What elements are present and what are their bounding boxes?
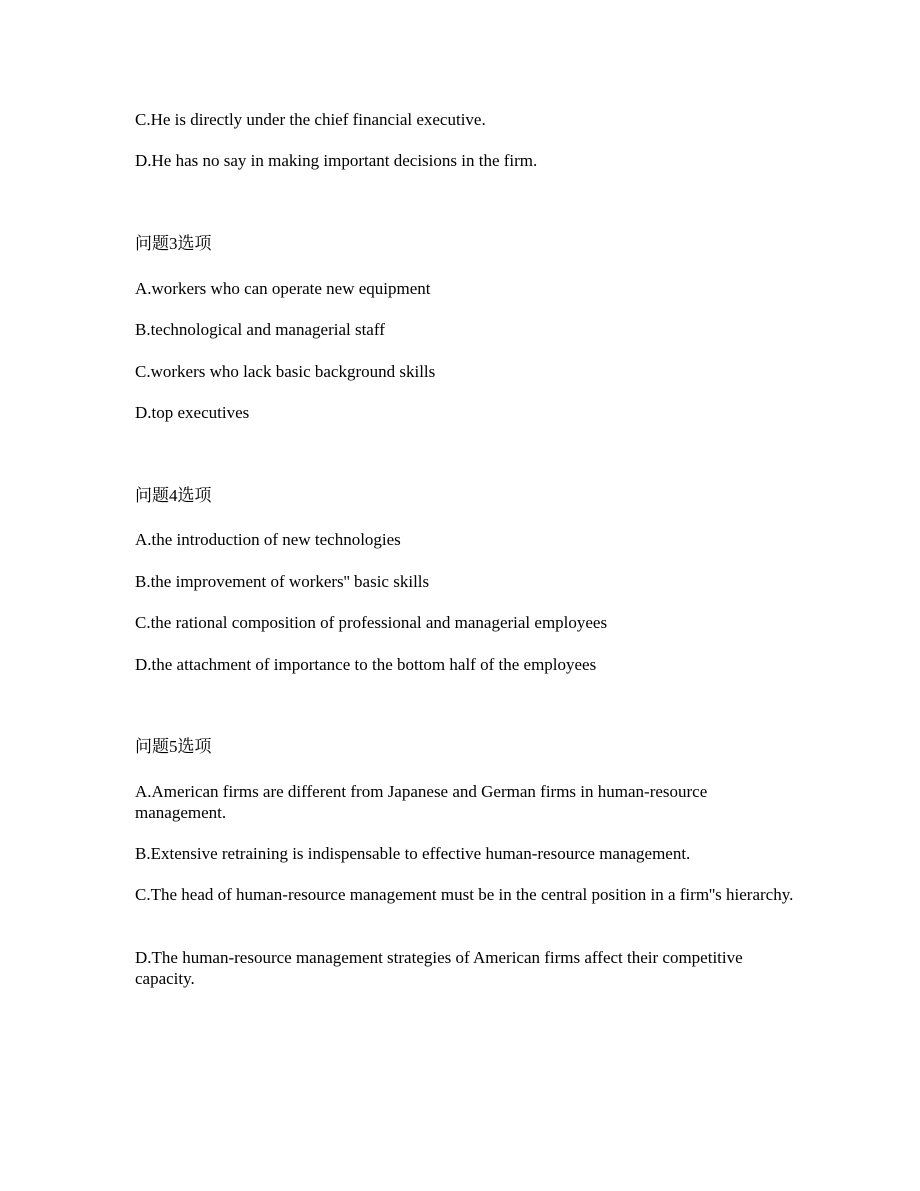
question4-option-b: B.the improvement of workers'' basic skills xyxy=(135,572,430,591)
option-d-prev: D.He has no say in making important decisions in the firm. xyxy=(135,151,538,170)
question4-heading: 问题4选项 xyxy=(135,486,212,505)
question5-option-a: A.American firms are different from Japanese and German firms in human-resource management. xyxy=(135,782,708,822)
question4-option-c: C.the rational composition of professional and managerial employees xyxy=(135,613,608,632)
question3-option-c: C.workers who lack basic background skills xyxy=(135,362,436,381)
question3-option-b: B.technological and managerial staff xyxy=(135,320,385,339)
question5-heading: 问题5选项 xyxy=(135,737,212,756)
question5-option-d: D.The human-resource management strategies of American firms affect their competitive capacity. xyxy=(135,948,743,988)
question5-option-b: B.Extensive retraining is indispensable to effective human-resource management. xyxy=(135,844,691,863)
question3-heading: 问题3选项 xyxy=(135,234,212,253)
question5-option-c: C.The head of human-resource management must be in the central position in a firm''s hierarchy. xyxy=(135,885,794,904)
question3-option-d: D.top executives xyxy=(135,403,250,422)
option-c-prev: C.He is directly under the chief financial executive. xyxy=(135,110,486,129)
question4-option-a: A.the introduction of new technologies xyxy=(135,530,401,549)
question4-option-d: D.the attachment of importance to the bottom half of the employees xyxy=(135,655,597,674)
question3-option-a: A.workers who can operate new equipment xyxy=(135,279,431,298)
